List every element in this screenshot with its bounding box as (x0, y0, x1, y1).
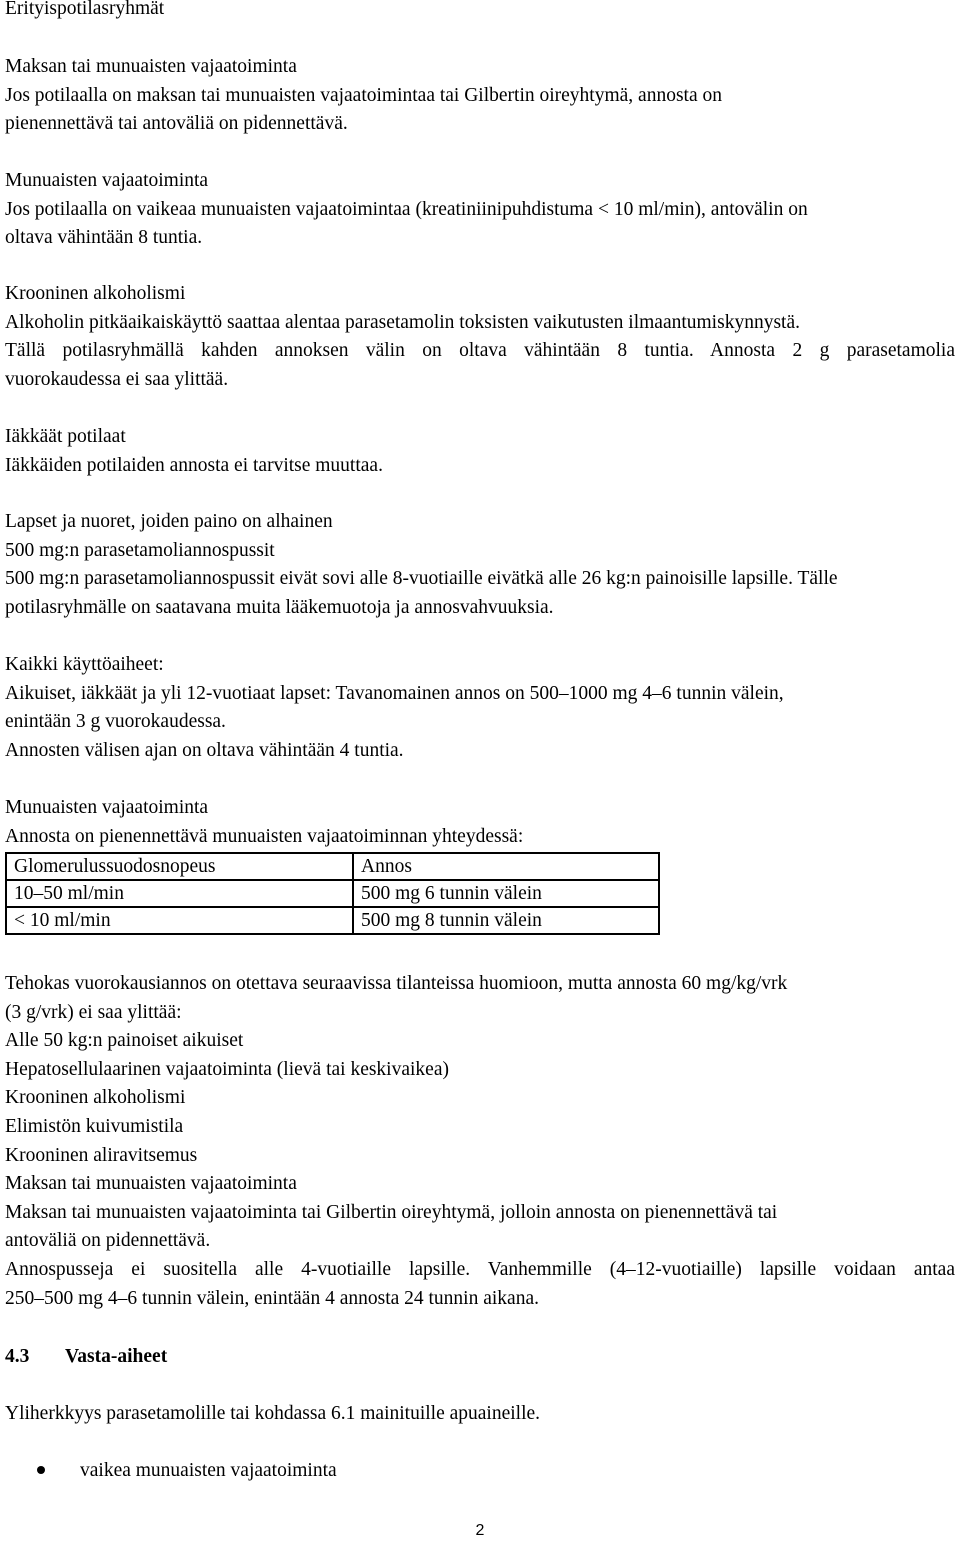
paragraph-line: pienennettävä tai antoväliä on pidennettävä. (5, 113, 348, 135)
kidney-section (5, 167, 955, 253)
paragraph-line: antoväliä on pidennettävä. (5, 1230, 211, 1252)
table-row (6, 907, 659, 934)
list-item: Maksan tai munuaisten vajaatoiminta (5, 1173, 297, 1195)
paragraph-line: Aikuiset, iäkkäät ja yli 12-vuotiaat lapset: Tavanomainen annos on 500–1000 mg 4–6 tunnin välein, (5, 682, 784, 704)
all-indications-heading: Kaikki käyttöaiheet: (5, 654, 164, 675)
max-dose-section (5, 970, 955, 1313)
paragraph-line: potilasryhmälle on saatavana muita lääkemuotoja ja annosvahvuuksia. (5, 596, 554, 618)
alcoholism-heading: Krooninen alkoholismi (5, 283, 186, 304)
contraindications-text-block (5, 1400, 955, 1429)
paragraph-line: Jos potilaalla on vaikeaa munuaisten vajaatoimintaa (kreatiniinipuhdistuma < 10 ml/min), antovälin on (5, 198, 808, 220)
paragraph-line: Alkoholin pitkäaikaiskäyttö saattaa alentaa parasetamolin toksisten vaikutusten ilmaantumiskynnystä. (5, 311, 800, 333)
table-header-row (6, 853, 659, 880)
paragraph-line: Tällä potilasryhmällä kahden annoksen välin on oltava vähintään 8 tuntia. Annosta 2 g parasetamolia (5, 340, 955, 362)
paragraph-line: vuorokaudessa ei saa ylittää. (5, 368, 229, 390)
section-heading: Vasta-aiheet (65, 1346, 168, 1367)
table-cell: < 10 ml/min (6, 907, 353, 934)
section-title-block (5, 0, 955, 24)
all-indications-section (5, 651, 955, 765)
list-item: Krooninen aliravitsemus (5, 1144, 198, 1166)
paragraph-line: Annosten välisen ajan on oltava vähintään 4 tuntia. (5, 739, 404, 761)
table-cell: 10–50 ml/min (6, 880, 353, 907)
children-heading: Lapset ja nuoret, joiden paino on alhainen (5, 511, 333, 532)
list-item: Hepatosellulaarinen vajaatoiminta (lievä tai keskivaikea) (5, 1058, 449, 1080)
elderly-heading: Iäkkäät potilaat (5, 426, 126, 447)
paragraph-line: Maksan tai munuaisten vajaatoiminta tai Gilbertin oireyhtymä, jolloin annosta on pienennettävä tai (5, 1201, 778, 1223)
page-number: 2 (475, 1522, 485, 1539)
paragraph-line: 500 mg:n parasetamoliannospussit eivät sovi alle 8-vuotiaille eivätkä alle 26 kg:n painoisille lapsille. Tälle (5, 568, 838, 590)
paragraph-line: (3 g/vrk) ei saa ylittää: (5, 1001, 182, 1023)
liver-kidney-section (5, 53, 955, 139)
paragraph-line: 250–500 mg 4–6 tunnin välein, enintään 4 annosta 24 tunnin aikana. (5, 1287, 539, 1309)
section-title: Erityispotilasryhmät (5, 0, 165, 19)
liver-kidney-heading: Maksan tai munuaisten vajaatoiminta (5, 56, 297, 77)
list-item: Elimistön kuivumistila (5, 1115, 184, 1137)
children-subheading: 500 mg:n parasetamoliannospussit (5, 539, 275, 561)
list-item: Alle 50 kg:n painoiset aikuiset (5, 1030, 244, 1052)
table-header-cell: Annos (353, 853, 659, 880)
table-cell: 500 mg 8 tunnin välein (353, 907, 659, 934)
dosing-table (5, 852, 660, 935)
paragraph-line: Annospusseja ei suositella alle 4-vuotiaille lapsille. Vanhemmille (4–12-vuotiaille) lapsille voidaan antaa (5, 1258, 955, 1280)
paragraph-line: oltava vähintään 8 tuntia. (5, 227, 203, 249)
list-item: Krooninen alkoholismi (5, 1087, 186, 1109)
section-number: 4.3 (5, 1346, 30, 1367)
paragraph-line: Iäkkäiden potilaiden annosta ei tarvitse muuttaa. (5, 454, 383, 476)
contraindications-heading (5, 1343, 955, 1372)
bullet-icon (37, 1466, 45, 1474)
paragraph-line: Jos potilaalla on maksan tai munuaisten vajaatoimintaa tai Gilbertin oireyhtymä, annosta on (5, 84, 722, 106)
alcoholism-section (5, 280, 955, 394)
kidney-dosing-section (5, 794, 955, 851)
table-row (6, 880, 659, 907)
kidney-dosing-heading: Munuaisten vajaatoiminta (5, 797, 209, 818)
children-section (5, 508, 955, 622)
paragraph-line: Tehokas vuorokausiannos on otettava seuraavissa tilanteissa huomioon, mutta annosta 60 mg/kg/vrk (5, 973, 788, 994)
kidney-heading: Munuaisten vajaatoiminta (5, 170, 209, 191)
table-header-cell: Glomerulussuodosnopeus (6, 853, 353, 880)
paragraph-line: enintään 3 g vuorokaudessa. (5, 711, 226, 733)
table-cell: 500 mg 6 tunnin välein (353, 880, 659, 907)
bullet-list (80, 1457, 950, 1486)
bullet-item: vaikea munuaisten vajaatoiminta (80, 1460, 337, 1481)
contraindications-text: Yliherkkyys parasetamolille tai kohdassa 6.1 mainituille apuaineille. (5, 1403, 541, 1424)
kidney-dosing-intro: Annosta on pienennettävä munuaisten vajaatoiminnan yhteydessä: (5, 825, 524, 847)
elderly-section (5, 423, 955, 480)
